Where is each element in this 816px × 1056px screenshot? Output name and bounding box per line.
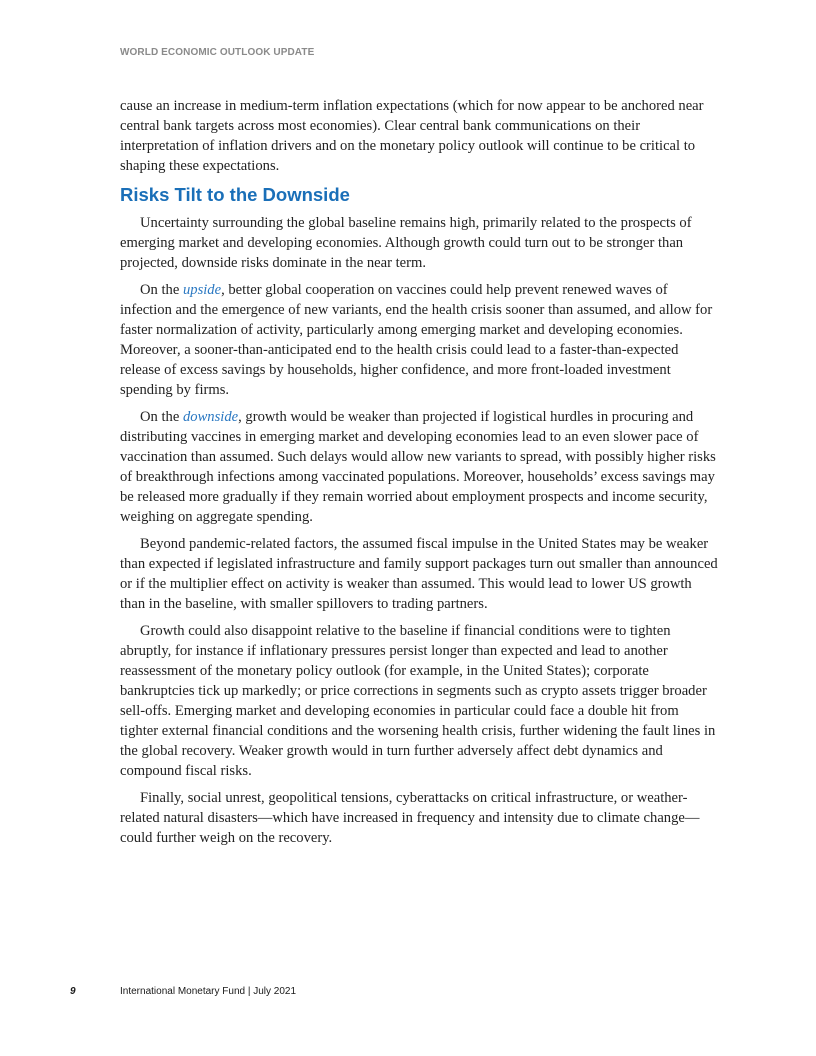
downside-body-text: , growth would be weaker than projected if logistical hurdles in procuring and distributing vaccines in emerging market and developing economies lead to an even slower pace of vaccination than assumed. Such delays would allow new variants to spread, with possibly higher risks of breakthrough infections among vaccinated populations. Moreover, households’ excess savings may be released more gradually if they remain worried about employment prospects and income security, weighing on aggregate spending. (120, 409, 716, 525)
downside-lead-text: On the (140, 409, 183, 425)
paragraph-uncertainty: Uncertainty surrounding the global baseline remains high, primarily related to the prospects of emerging market and developing economies. Although growth could turn out to be stronger than projected, downside risks dominate in the near term. (120, 215, 692, 271)
paragraph-financial-conditions: Growth could also disappoint relative to the baseline if financial conditions were to tighten abruptly, for instance if inflationary pressures persist longer than expected and lead to another reassessment of the monetary policy outlook (for example, in the United States); corporate bankruptcies tick up markedly; or price corrections in segments such as crypto assets trigger broader sell-offs. Emerging market and developing economies in particular could face a double hit from tighter external financial conditions and the worsening health crisis, further widening the fault lines in the global recovery. Weaker growth would in turn further adversely affect debt dynamics and compound fiscal risks. (120, 623, 716, 779)
upside-body-text: , better global cooperation on vaccines could help prevent renewed waves of infection and the emergence of new variants, end the health crisis sooner than assumed, and allow for faster normalization of activity, particularly among emerging market and developing economies. Moreover, a sooner-than-anticipated end to the health crisis could lead to a faster-than-expected release of excess savings by households, higher confidence, and more front-loaded investment spending by firms. (120, 282, 713, 398)
footer-source: International Monetary Fund | July 2021 (120, 986, 297, 997)
page-number: 9 (70, 986, 76, 997)
upside-emphasis: upside (182, 282, 222, 298)
paragraph-continuation: cause an increase in medium-term inflation expectations (which for now appear to be anchored near central bank targets across most economies). Clear central bank communications on their interpretation of inflation drivers and on the monetary policy outlook will continue to be critical to shaping these expectations. (120, 98, 704, 174)
paragraph-other-risks: Finally, social unrest, geopolitical tensions, cyberattacks on critical infrastructure, or weather-related natural disasters—which have increased in frequency and intensity due to climate change—could further weigh on the recovery. (120, 790, 700, 846)
document-body (120, 96, 718, 855)
paragraph-downside (120, 407, 718, 527)
section-heading: Risks Tilt to the Downside (120, 184, 350, 205)
paragraph-upside (120, 280, 718, 400)
running-header: WORLD ECONOMIC OUTLOOK UPDATE (120, 47, 315, 58)
downside-emphasis: downside (182, 409, 239, 425)
upside-lead-text: On the (140, 282, 183, 298)
paragraph-fiscal-impulse: Beyond pandemic-related factors, the assumed fiscal impulse in the United States may be weaker than expected if legislated infrastructure and family support packages turn out smaller than announced or if the multiplier effect on activity is weaker than assumed. This would lead to lower US growth than in the baseline, with smaller spillovers to trading partners. (120, 536, 718, 612)
